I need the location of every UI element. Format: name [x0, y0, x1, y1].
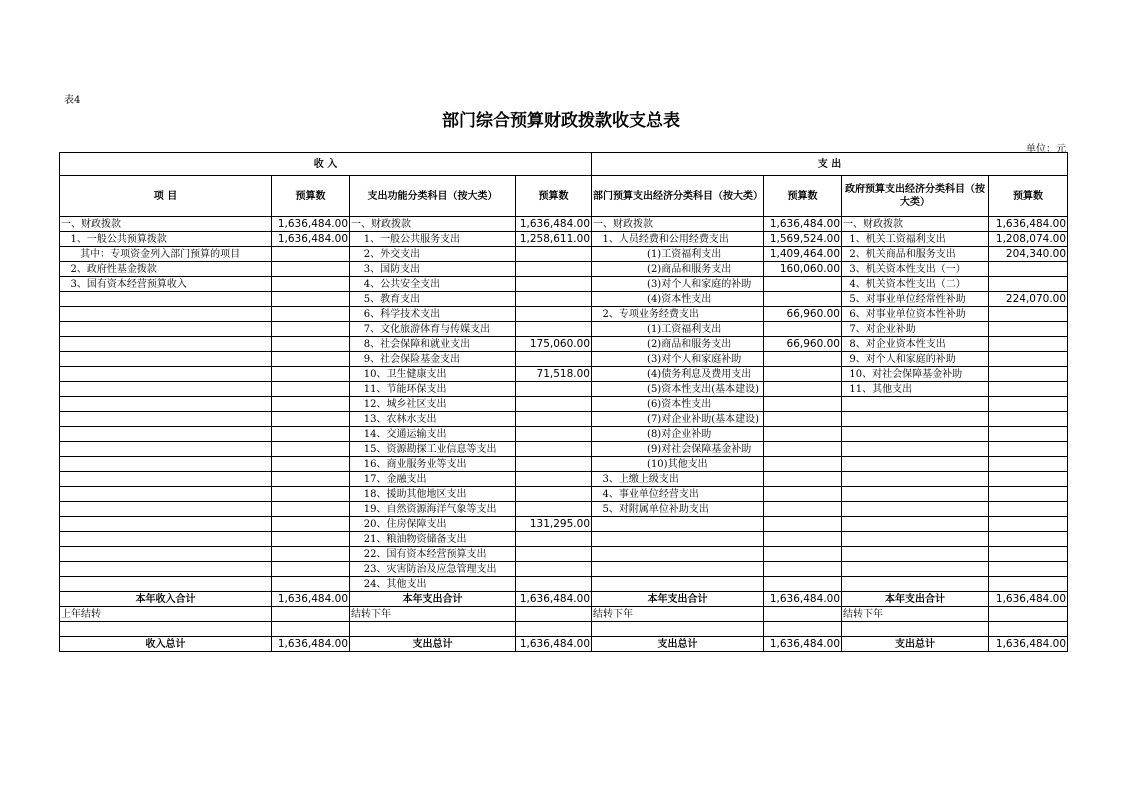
func-budget-cell: 1,258,611.00: [516, 232, 592, 247]
func-budget-cell: [516, 472, 592, 487]
expense-header: 支 出: [592, 153, 1068, 176]
page-title: 部门综合预算财政拨款收支总表: [442, 111, 680, 131]
gov-econ-budget-cell: [989, 382, 1068, 397]
year-total-row: [60, 592, 1068, 607]
dept-econ-item-cell: 1、人员经费和公用经费支出: [592, 232, 764, 247]
table-row: [60, 367, 1068, 382]
func-budget-cell: [516, 382, 592, 397]
income-budget-cell: 1,636,484.00: [272, 232, 350, 247]
dept-econ-item-cell: (10)其他支出: [592, 457, 764, 472]
table-row: [60, 442, 1068, 457]
income-header: 收 入: [60, 153, 592, 176]
gov-econ-budget-cell: [989, 352, 1068, 367]
dept-econ-item-cell: (3)对个人和家庭补助: [592, 352, 764, 367]
dept-econ-item-cell: 4、事业单位经营支出: [592, 487, 764, 502]
func-budget-cell: 71,518.00: [516, 367, 592, 382]
dept-econ-item-cell: (8)对企业补助: [592, 427, 764, 442]
func-item-cell: 3、国防支出: [350, 262, 516, 277]
income-year-total-value: 1,636,484.00: [272, 592, 350, 607]
gov-econ-budget-cell: [989, 427, 1068, 442]
gov-econ-budget-cell: 1,208,074.00: [989, 232, 1068, 247]
gov-econ-item-cell: 2、机关商品和服务支出: [842, 247, 989, 262]
dept-econ-budget-cell: 1,569,524.00: [764, 232, 842, 247]
gov-econ-item-cell: 10、对社会保障基金补助: [842, 367, 989, 382]
table-row: [60, 502, 1068, 517]
dept-econ-item-cell: (6)资本性支出: [592, 397, 764, 412]
income-item-cell: [60, 532, 272, 547]
func-item-cell: 14、交通运输支出: [350, 427, 516, 442]
gov-econ-item-cell: [842, 517, 989, 532]
table-row: [60, 217, 1068, 232]
gov-econ-budget-cell: [989, 442, 1068, 457]
expense-year-total-label-2: 本年支出合计: [592, 592, 764, 607]
income-budget-cell: [272, 547, 350, 562]
grand-total-row: [60, 637, 1068, 652]
gov-econ-item-cell: [842, 502, 989, 517]
expense-year-total-value-2: 1,636,484.00: [764, 592, 842, 607]
func-budget-cell: [516, 577, 592, 592]
gov-econ-item-cell: 3、机关资本性支出（一）: [842, 262, 989, 277]
income-budget-cell: [272, 427, 350, 442]
gov-econ-budget-cell: 224,070.00: [989, 292, 1068, 307]
dept-econ-item-cell: (5)资本性支出(基本建设): [592, 382, 764, 397]
func-budget-cell: [516, 397, 592, 412]
dept-econ-item-cell: (1)工资福利支出: [592, 322, 764, 337]
func-budget-cell: [516, 532, 592, 547]
income-item-cell: [60, 307, 272, 322]
table-row: [60, 232, 1068, 247]
func-budget-cell: [516, 547, 592, 562]
dept-econ-budget-cell: [764, 397, 842, 412]
dept-econ-budget-cell: [764, 547, 842, 562]
blank-row: [60, 622, 1068, 637]
table-row: [60, 577, 1068, 592]
income-item-cell: [60, 487, 272, 502]
col-item-header: 项 目: [60, 176, 272, 217]
income-item-cell: [60, 457, 272, 472]
income-budget-cell: [272, 577, 350, 592]
dept-econ-budget-cell: [764, 457, 842, 472]
func-budget-cell: [516, 412, 592, 427]
func-budget-cell: [516, 442, 592, 457]
income-budget-cell: [272, 382, 350, 397]
dept-econ-item-cell: [592, 517, 764, 532]
dept-econ-item-cell: 一、财政拨款: [592, 217, 764, 232]
table-row: [60, 277, 1068, 292]
gov-econ-item-cell: [842, 397, 989, 412]
func-budget-cell: 175,060.00: [516, 337, 592, 352]
col-gov-econ-header: 政府预算支出经济分类科目（按大类）: [842, 176, 989, 217]
func-budget-cell: [516, 262, 592, 277]
table-row: [60, 517, 1068, 532]
income-budget-cell: [272, 367, 350, 382]
func-item-cell: 22、国有资本经营预算支出: [350, 547, 516, 562]
income-budget-cell: [272, 247, 350, 262]
gov-econ-budget-cell: [989, 337, 1068, 352]
dept-econ-budget-cell: 66,960.00: [764, 307, 842, 322]
col-func-header: 支出功能分类科目（按大类）: [350, 176, 516, 217]
gov-econ-item-cell: 7、对企业补助: [842, 322, 989, 337]
dept-econ-item-cell: [592, 547, 764, 562]
income-item-cell: [60, 352, 272, 367]
gov-econ-item-cell: 一、财政拨款: [842, 217, 989, 232]
func-item-cell: 一、财政拨款: [350, 217, 516, 232]
func-item-cell: 18、援助其他地区支出: [350, 487, 516, 502]
func-budget-cell: [516, 292, 592, 307]
dept-econ-item-cell: (9)对社会保障基金补助: [592, 442, 764, 457]
table-row: [60, 337, 1068, 352]
carry-row: [60, 607, 1068, 622]
gov-econ-budget-cell: [989, 532, 1068, 547]
gov-econ-budget-cell: [989, 562, 1068, 577]
col-budget-header-4: 预算数: [989, 176, 1068, 217]
income-item-cell: [60, 322, 272, 337]
income-item-cell: [60, 562, 272, 577]
func-budget-cell: [516, 487, 592, 502]
income-item-cell: [60, 382, 272, 397]
gov-econ-budget-cell: 1,636,484.00: [989, 217, 1068, 232]
income-item-cell: [60, 517, 272, 532]
dept-econ-budget-cell: [764, 322, 842, 337]
func-item-cell: 17、金融支出: [350, 472, 516, 487]
table-row: [60, 487, 1068, 502]
income-budget-cell: [272, 292, 350, 307]
gov-econ-item-cell: [842, 412, 989, 427]
income-budget-cell: [272, 502, 350, 517]
func-item-cell: 1、一般公共服务支出: [350, 232, 516, 247]
dept-econ-budget-cell: [764, 487, 842, 502]
func-budget-cell: [516, 562, 592, 577]
func-item-cell: 2、外交支出: [350, 247, 516, 262]
dept-econ-item-cell: (2)商品和服务支出: [592, 262, 764, 277]
gov-econ-budget-cell: [989, 262, 1068, 277]
gov-econ-item-cell: [842, 547, 989, 562]
income-item-cell: 3、国有资本经营预算收入: [60, 277, 272, 292]
func-budget-cell: [516, 457, 592, 472]
income-budget-cell: [272, 472, 350, 487]
income-budget-cell: [272, 307, 350, 322]
dept-econ-item-cell: (4)债务利息及费用支出: [592, 367, 764, 382]
expense-year-total-label-1: 本年支出合计: [350, 592, 516, 607]
income-item-cell: [60, 292, 272, 307]
table-row: [60, 382, 1068, 397]
carry-next-label-1: 结转下年: [350, 607, 516, 622]
col-budget-header-3: 预算数: [764, 176, 842, 217]
carry-next-value-2: [764, 607, 842, 622]
gov-econ-item-cell: [842, 577, 989, 592]
dept-econ-budget-cell: [764, 472, 842, 487]
gov-econ-item-cell: 5、对事业单位经常性补助: [842, 292, 989, 307]
blank-cell: [989, 622, 1068, 637]
gov-econ-budget-cell: [989, 457, 1068, 472]
dept-econ-budget-cell: [764, 382, 842, 397]
table-row: [60, 307, 1068, 322]
func-budget-cell: [516, 427, 592, 442]
income-item-cell: [60, 547, 272, 562]
blank-cell: [842, 622, 989, 637]
dept-econ-item-cell: [592, 532, 764, 547]
table-row: [60, 292, 1068, 307]
func-budget-cell: [516, 247, 592, 262]
table-row: [60, 427, 1068, 442]
table-row: [60, 322, 1068, 337]
table-row: [60, 247, 1068, 262]
blank-cell: [350, 622, 516, 637]
income-item-cell: [60, 472, 272, 487]
income-budget-cell: [272, 532, 350, 547]
gov-econ-budget-cell: [989, 322, 1068, 337]
income-budget-cell: [272, 562, 350, 577]
dept-econ-item-cell: [592, 562, 764, 577]
income-budget-cell: [272, 352, 350, 367]
func-budget-cell: [516, 352, 592, 367]
income-item-cell: 一、财政拨款: [60, 217, 272, 232]
income-item-cell: [60, 367, 272, 382]
dept-econ-item-cell: (1)工资福利支出: [592, 247, 764, 262]
gov-econ-item-cell: [842, 532, 989, 547]
last-year-carry-label: 上年结转: [60, 607, 272, 622]
table-row: [60, 472, 1068, 487]
func-item-cell: 4、公共安全支出: [350, 277, 516, 292]
gov-econ-item-cell: [842, 427, 989, 442]
blank-cell: [516, 622, 592, 637]
income-grand-total-value: 1,636,484.00: [272, 637, 350, 652]
dept-econ-budget-cell: [764, 502, 842, 517]
dept-econ-budget-cell: [764, 412, 842, 427]
dept-econ-item-cell: (3)对个人和家庭的补助: [592, 277, 764, 292]
carry-next-label-2: 结转下年: [592, 607, 764, 622]
blank-cell: [592, 622, 764, 637]
func-budget-cell: [516, 322, 592, 337]
income-budget-cell: [272, 457, 350, 472]
gov-econ-item-cell: [842, 457, 989, 472]
dept-econ-item-cell: 3、上缴上级支出: [592, 472, 764, 487]
dept-econ-budget-cell: [764, 292, 842, 307]
gov-econ-item-cell: [842, 562, 989, 577]
gov-econ-budget-cell: [989, 472, 1068, 487]
blank-cell: [272, 622, 350, 637]
func-item-cell: 8、社会保障和就业支出: [350, 337, 516, 352]
income-item-cell: 2、政府性基金拨款: [60, 262, 272, 277]
dept-econ-item-cell: 5、对附属单位补助支出: [592, 502, 764, 517]
table-row: [60, 412, 1068, 427]
gov-econ-budget-cell: [989, 547, 1068, 562]
dept-econ-budget-cell: [764, 277, 842, 292]
table-number: 表4: [64, 95, 81, 106]
expense-grand-total-label-3: 支出总计: [842, 637, 989, 652]
dept-econ-budget-cell: 160,060.00: [764, 262, 842, 277]
header-row-1: [60, 153, 1068, 176]
gov-econ-budget-cell: [989, 397, 1068, 412]
dept-econ-budget-cell: [764, 532, 842, 547]
gov-econ-item-cell: [842, 487, 989, 502]
expense-year-total-value-3: 1,636,484.00: [989, 592, 1068, 607]
gov-econ-budget-cell: [989, 277, 1068, 292]
gov-econ-item-cell: 8、对企业资本性支出: [842, 337, 989, 352]
dept-econ-item-cell: 2、专项业务经费支出: [592, 307, 764, 322]
table-row: [60, 457, 1068, 472]
dept-econ-budget-cell: [764, 517, 842, 532]
income-budget-cell: 1,636,484.00: [272, 217, 350, 232]
func-item-cell: 23、灾害防治及应急管理支出: [350, 562, 516, 577]
income-budget-cell: [272, 262, 350, 277]
header-row-2: [60, 176, 1068, 217]
gov-econ-item-cell: 11、其他支出: [842, 382, 989, 397]
func-budget-cell: 1,636,484.00: [516, 217, 592, 232]
income-budget-cell: [272, 517, 350, 532]
func-item-cell: 5、教育支出: [350, 292, 516, 307]
blank-cell: [60, 622, 272, 637]
func-budget-cell: 131,295.00: [516, 517, 592, 532]
income-item-cell: [60, 577, 272, 592]
func-budget-cell: [516, 277, 592, 292]
expense-grand-total-value-1: 1,636,484.00: [516, 637, 592, 652]
expense-grand-total-label-2: 支出总计: [592, 637, 764, 652]
dept-econ-budget-cell: [764, 562, 842, 577]
func-item-cell: 6、科学技术支出: [350, 307, 516, 322]
income-budget-cell: [272, 322, 350, 337]
dept-econ-item-cell: [592, 577, 764, 592]
blank-cell: [764, 622, 842, 637]
gov-econ-item-cell: 1、机关工资福利支出: [842, 232, 989, 247]
income-budget-cell: [272, 412, 350, 427]
income-item-cell: 其中：专项资金列入部门预算的项目: [60, 247, 272, 262]
income-budget-cell: [272, 337, 350, 352]
income-item-cell: [60, 502, 272, 517]
expense-grand-total-value-2: 1,636,484.00: [764, 637, 842, 652]
expense-year-total-label-3: 本年支出合计: [842, 592, 989, 607]
dept-econ-budget-cell: [764, 577, 842, 592]
gov-econ-budget-cell: [989, 517, 1068, 532]
gov-econ-budget-cell: [989, 367, 1068, 382]
gov-econ-item-cell: [842, 472, 989, 487]
table-row: [60, 262, 1068, 277]
budget-table: [59, 152, 1068, 652]
income-grand-total-label: 收入总计: [60, 637, 272, 652]
dept-econ-budget-cell: [764, 442, 842, 457]
dept-econ-budget-cell: [764, 427, 842, 442]
table-row: [60, 547, 1068, 562]
income-item-cell: [60, 412, 272, 427]
table-row: [60, 397, 1068, 412]
func-item-cell: 19、自然资源海洋气象等支出: [350, 502, 516, 517]
dept-econ-budget-cell: [764, 352, 842, 367]
income-item-cell: [60, 427, 272, 442]
income-year-total-label: 本年收入合计: [60, 592, 272, 607]
func-item-cell: 11、节能环保支出: [350, 382, 516, 397]
dept-econ-budget-cell: 1,409,464.00: [764, 247, 842, 262]
dept-econ-item-cell: (7)对企业补助(基本建设): [592, 412, 764, 427]
func-item-cell: 12、城乡社区支出: [350, 397, 516, 412]
dept-econ-budget-cell: 66,960.00: [764, 337, 842, 352]
expense-grand-total-value-3: 1,636,484.00: [989, 637, 1068, 652]
func-item-cell: 10、卫生健康支出: [350, 367, 516, 382]
table-row: [60, 562, 1068, 577]
dept-econ-item-cell: (4)资本性支出: [592, 292, 764, 307]
income-item-cell: [60, 337, 272, 352]
expense-year-total-value-1: 1,636,484.00: [516, 592, 592, 607]
gov-econ-item-cell: 9、对个人和家庭的补助: [842, 352, 989, 367]
carry-next-value-1: [516, 607, 592, 622]
carry-next-label-3: 结转下年: [842, 607, 989, 622]
table-row: [60, 532, 1068, 547]
gov-econ-budget-cell: [989, 487, 1068, 502]
unit-label: 单位：元: [1026, 144, 1066, 155]
func-budget-cell: [516, 502, 592, 517]
income-item-cell: [60, 442, 272, 457]
func-item-cell: 15、资源勘探工业信息等支出: [350, 442, 516, 457]
func-item-cell: 13、农林水支出: [350, 412, 516, 427]
income-item-cell: [60, 397, 272, 412]
col-dept-econ-header: 部门预算支出经济分类科目（按大类）: [592, 176, 764, 217]
income-budget-cell: [272, 487, 350, 502]
gov-econ-budget-cell: 204,340.00: [989, 247, 1068, 262]
gov-econ-budget-cell: [989, 307, 1068, 322]
income-budget-cell: [272, 442, 350, 457]
dept-econ-item-cell: (2)商品和服务支出: [592, 337, 764, 352]
col-budget-header-1: 预算数: [272, 176, 350, 217]
income-budget-cell: [272, 397, 350, 412]
dept-econ-budget-cell: [764, 367, 842, 382]
gov-econ-budget-cell: [989, 502, 1068, 517]
gov-econ-item-cell: 6、对事业单位资本性补助: [842, 307, 989, 322]
gov-econ-item-cell: 4、机关资本性支出（二）: [842, 277, 989, 292]
last-year-carry-value: [272, 607, 350, 622]
dept-econ-budget-cell: 1,636,484.00: [764, 217, 842, 232]
func-item-cell: 20、住房保障支出: [350, 517, 516, 532]
func-item-cell: 9、社会保险基金支出: [350, 352, 516, 367]
func-item-cell: 16、商业服务业等支出: [350, 457, 516, 472]
func-budget-cell: [516, 307, 592, 322]
gov-econ-budget-cell: [989, 412, 1068, 427]
income-item-cell: 1、一般公共预算拨款: [60, 232, 272, 247]
func-item-cell: 21、粮油物资储备支出: [350, 532, 516, 547]
col-budget-header-2: 预算数: [516, 176, 592, 217]
gov-econ-item-cell: [842, 442, 989, 457]
gov-econ-budget-cell: [989, 577, 1068, 592]
carry-next-value-3: [989, 607, 1068, 622]
table-row: [60, 352, 1068, 367]
func-item-cell: 7、文化旅游体育与传媒支出: [350, 322, 516, 337]
income-budget-cell: [272, 277, 350, 292]
func-item-cell: 24、其他支出: [350, 577, 516, 592]
expense-grand-total-label-1: 支出总计: [350, 637, 516, 652]
